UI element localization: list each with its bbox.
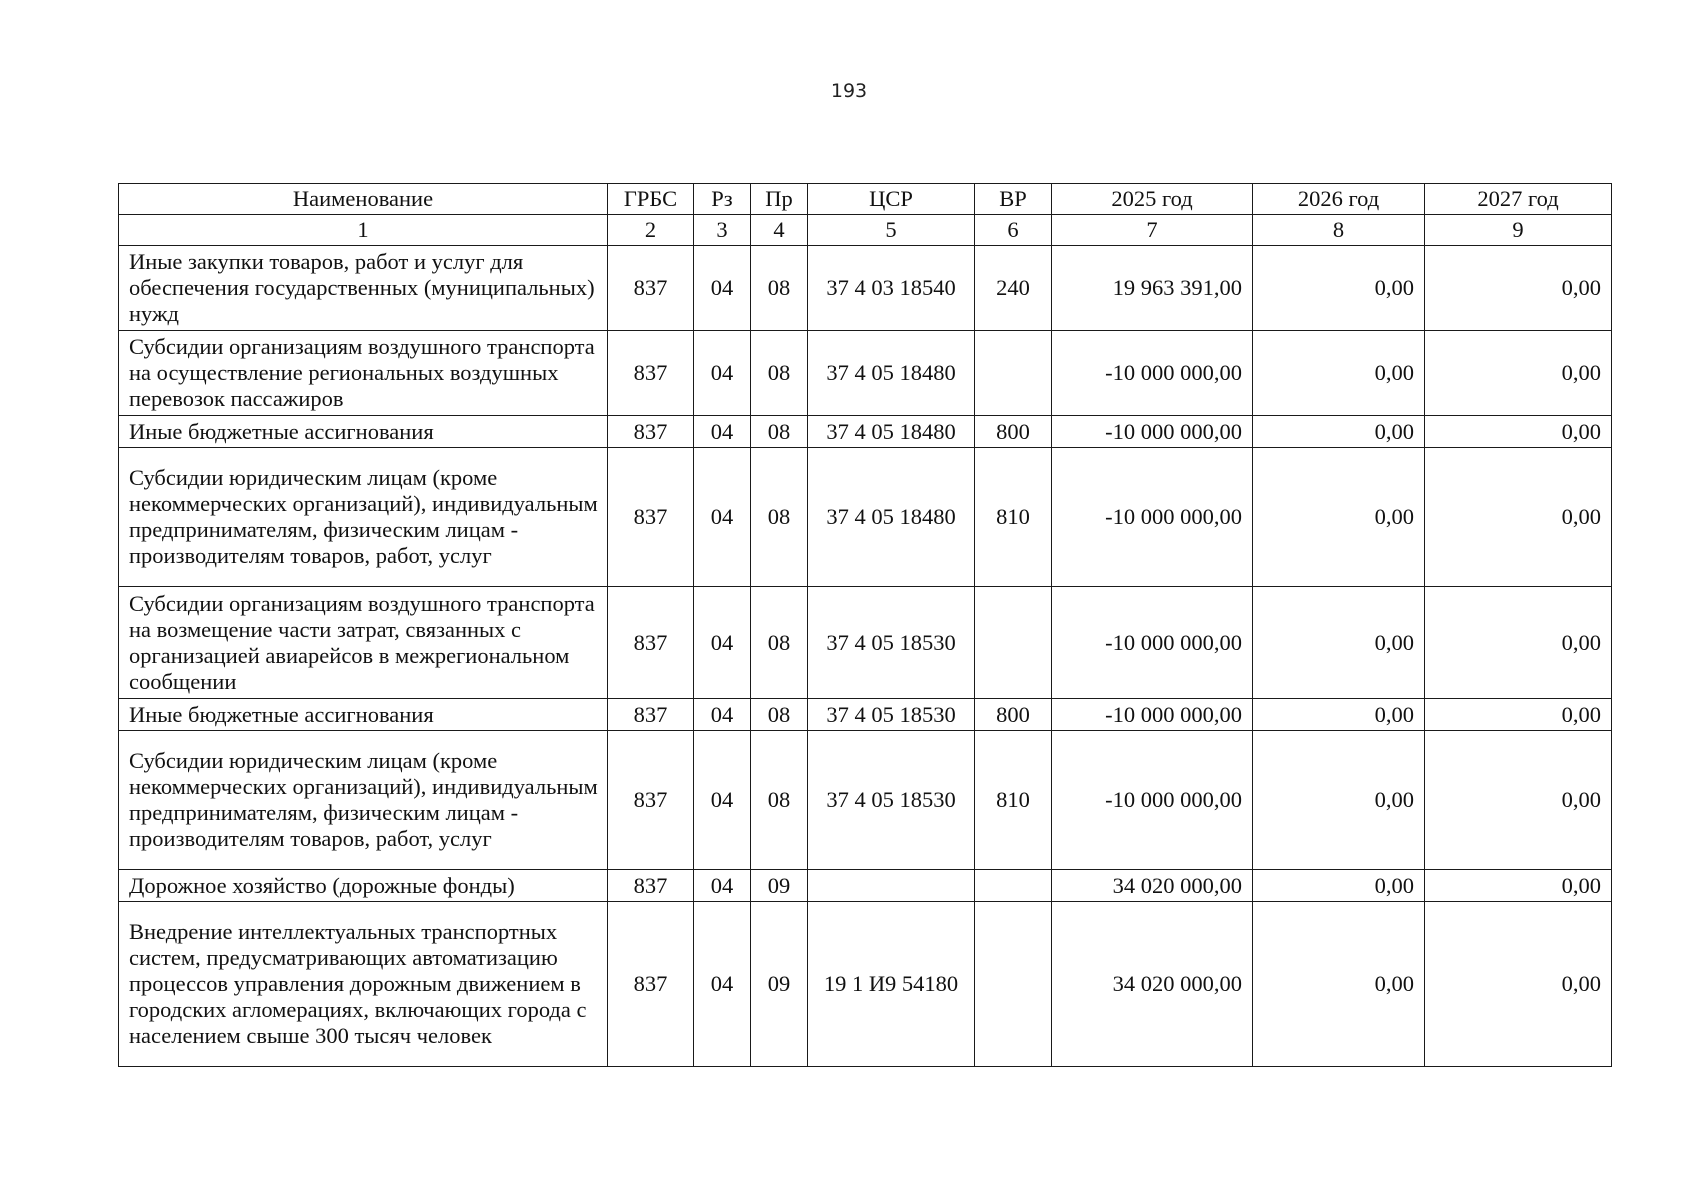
cell-2026: 0,00 [1253,731,1425,870]
table-row [119,870,1612,902]
cell-name: Иные бюджетные ассигнования [119,416,608,448]
cell-pr: 09 [751,902,808,1067]
cell-2026: 0,00 [1253,416,1425,448]
header-rz: Рз [694,184,751,215]
cell-2026: 0,00 [1253,331,1425,416]
cell-2026: 0,00 [1253,587,1425,699]
cell-csr: 37 4 05 18530 [808,699,975,731]
cell-name: Иные закупки товаров, работ и услуг для обеспечения государственных (муниципальных) нужд [119,246,608,331]
cell-name: Субсидии организациям воздушного транспорта на возмещение части затрат, связанных с организацией авиарейсов в межрегиональном сообщении [119,587,608,699]
cell-vr: 810 [975,448,1052,587]
cell-2027: 0,00 [1425,587,1612,699]
cell-2026: 0,00 [1253,870,1425,902]
cell-vr: 800 [975,699,1052,731]
cell-2027: 0,00 [1425,416,1612,448]
cell-name: Субсидии юридическим лицам (кроме некоммерческих организаций), индивидуальным предпринимателям, физическим лицам - производителям товаров, работ, услуг [119,448,608,587]
cell-rz: 04 [694,246,751,331]
cell-grbs: 837 [608,731,694,870]
cell-2027: 0,00 [1425,448,1612,587]
table-row [119,902,1612,1067]
table-row [119,448,1612,587]
cell-name: Субсидии организациям воздушного транспорта на осуществление региональных воздушных перевозок пассажиров [119,331,608,416]
cell-pr: 08 [751,731,808,870]
cell-pr: 08 [751,416,808,448]
cell-rz: 04 [694,331,751,416]
column-number: 2 [608,215,694,246]
header-pr: Пр [751,184,808,215]
cell-vr: 800 [975,416,1052,448]
cell-pr: 09 [751,870,808,902]
cell-name: Субсидии юридическим лицам (кроме некоммерческих организаций), индивидуальным предпринимателям, физическим лицам - производителям товаров, работ, услуг [119,731,608,870]
cell-2027: 0,00 [1425,246,1612,331]
cell-csr [808,870,975,902]
cell-csr: 37 4 05 18480 [808,448,975,587]
cell-2025: -10 000 000,00 [1052,731,1253,870]
cell-vr [975,331,1052,416]
page-number: 193 [830,80,868,102]
column-number: 1 [119,215,608,246]
cell-rz: 04 [694,416,751,448]
header-grbs: ГРБС [608,184,694,215]
table-row [119,587,1612,699]
cell-2025: 19 963 391,00 [1052,246,1253,331]
cell-vr: 810 [975,731,1052,870]
cell-2025: -10 000 000,00 [1052,331,1253,416]
header-row [119,184,1612,215]
cell-name: Внедрение интеллектуальных транспортных систем, предусматривающих автоматизацию процессов управления дорожным движением в городских агломерациях, включающих города с населением свыше 300 тысяч человек [119,902,608,1067]
cell-2027: 0,00 [1425,731,1612,870]
cell-2027: 0,00 [1425,870,1612,902]
cell-rz: 04 [694,699,751,731]
cell-grbs: 837 [608,331,694,416]
cell-csr: 37 4 03 18540 [808,246,975,331]
cell-pr: 08 [751,448,808,587]
cell-vr [975,587,1052,699]
cell-grbs: 837 [608,902,694,1067]
column-number: 5 [808,215,975,246]
column-number: 9 [1425,215,1612,246]
cell-pr: 08 [751,587,808,699]
table-row [119,416,1612,448]
cell-name: Дорожное хозяйство (дорожные фонды) [119,870,608,902]
budget-table [118,183,1612,1067]
cell-2026: 0,00 [1253,902,1425,1067]
cell-grbs: 837 [608,246,694,331]
header-2027: 2027 год [1425,184,1612,215]
cell-vr [975,902,1052,1067]
table-row [119,246,1612,331]
header-2026: 2026 год [1253,184,1425,215]
cell-2025: 34 020 000,00 [1052,870,1253,902]
cell-2027: 0,00 [1425,699,1612,731]
cell-2027: 0,00 [1425,902,1612,1067]
column-number: 4 [751,215,808,246]
header-name: Наименование [119,184,608,215]
cell-2025: -10 000 000,00 [1052,448,1253,587]
cell-pr: 08 [751,331,808,416]
header-vr: ВР [975,184,1052,215]
cell-2025: -10 000 000,00 [1052,587,1253,699]
cell-csr: 37 4 05 18530 [808,731,975,870]
cell-grbs: 837 [608,870,694,902]
cell-pr: 08 [751,699,808,731]
cell-csr: 37 4 05 18480 [808,331,975,416]
table-row [119,699,1612,731]
cell-2025: -10 000 000,00 [1052,416,1253,448]
header-2025: 2025 год [1052,184,1253,215]
column-number: 8 [1253,215,1425,246]
cell-2025: -10 000 000,00 [1052,699,1253,731]
column-number-row [119,215,1612,246]
cell-rz: 04 [694,448,751,587]
table-row [119,731,1612,870]
table-row [119,331,1612,416]
column-number: 3 [694,215,751,246]
cell-rz: 04 [694,587,751,699]
cell-grbs: 837 [608,699,694,731]
cell-name: Иные бюджетные ассигнования [119,699,608,731]
cell-rz: 04 [694,731,751,870]
cell-csr: 19 1 И9 54180 [808,902,975,1067]
column-number: 6 [975,215,1052,246]
cell-2026: 0,00 [1253,246,1425,331]
cell-grbs: 837 [608,416,694,448]
cell-2026: 0,00 [1253,448,1425,587]
cell-rz: 04 [694,902,751,1067]
cell-2026: 0,00 [1253,699,1425,731]
cell-2027: 0,00 [1425,331,1612,416]
cell-pr: 08 [751,246,808,331]
cell-grbs: 837 [608,448,694,587]
cell-vr: 240 [975,246,1052,331]
cell-csr: 37 4 05 18480 [808,416,975,448]
cell-csr: 37 4 05 18530 [808,587,975,699]
column-number: 7 [1052,215,1253,246]
header-csr: ЦСР [808,184,975,215]
cell-2025: 34 020 000,00 [1052,902,1253,1067]
cell-rz: 04 [694,870,751,902]
cell-grbs: 837 [608,587,694,699]
cell-vr [975,870,1052,902]
